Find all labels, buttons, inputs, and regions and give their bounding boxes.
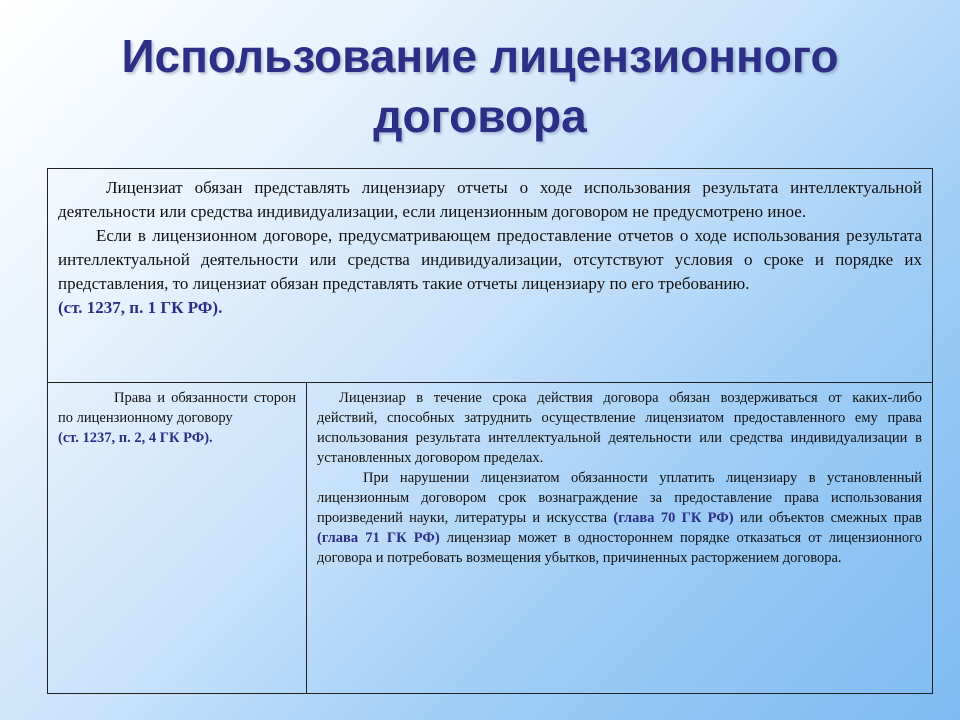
title-line-1: Использование лицензионного (121, 30, 839, 82)
law-reference-chapter-71: (глава 71 ГК РФ) (317, 530, 440, 546)
content-table (47, 168, 933, 694)
right-paragraph-2 (317, 468, 922, 568)
law-reference-chapter-70: (глава 70 ГК РФ) (613, 510, 734, 526)
top-paragraph-2: Если в лицензионном договоре, предусматривающем предоставление отчетов о ходе использования результата интеллектуальной деятельности или средства индивидуализации, отсутствуют условия о сроке и порядке их представления, то лицензиат обязан представлять такие отчеты лицензиару по его требованию. (58, 226, 922, 293)
top-law-reference: (ст. 1237, п. 1 ГК РФ). (58, 298, 223, 317)
right-paragraph-2-part-3: лицензиар может в одностороннем порядке отказаться от лицензионного договора и потребовать возмещения убытков, причиненных расторжением договора. (317, 530, 922, 566)
slide-title (0, 26, 960, 146)
right-cell (307, 383, 932, 693)
left-cell-text: Права и обязанности сторон по лицензионному договору (58, 390, 296, 426)
top-cell (48, 169, 932, 383)
left-law-reference: (ст. 1237, п. 2, 4 ГК РФ). (58, 430, 213, 446)
left-cell (48, 383, 307, 693)
right-paragraph-2-part-1: При нарушении лицензиатом обязанности уплатить лицензиару в установленный лицензионным договором срок вознаграждение за предоставление права использования произведений науки, литературы и искусства (317, 470, 922, 526)
title-line-2: договора (373, 90, 587, 142)
right-paragraph-2-part-2: или объектов смежных прав (733, 510, 922, 526)
right-paragraph-1: Лицензиар в течение срока действия договора обязан воздерживаться от каких-либо действий, способных затруднить осуществление лицензиатом предоставленного ему права использования результата интеллектуальной деятельности или средства индивидуализации в установленных договором пределах. (317, 390, 922, 466)
top-paragraph-1: Лицензиат обязан представлять лицензиару отчеты о ходе использования результата интеллектуальной деятельности или средства индивидуализации, если лицензионным договором не предусмотрено иное. (58, 178, 922, 221)
